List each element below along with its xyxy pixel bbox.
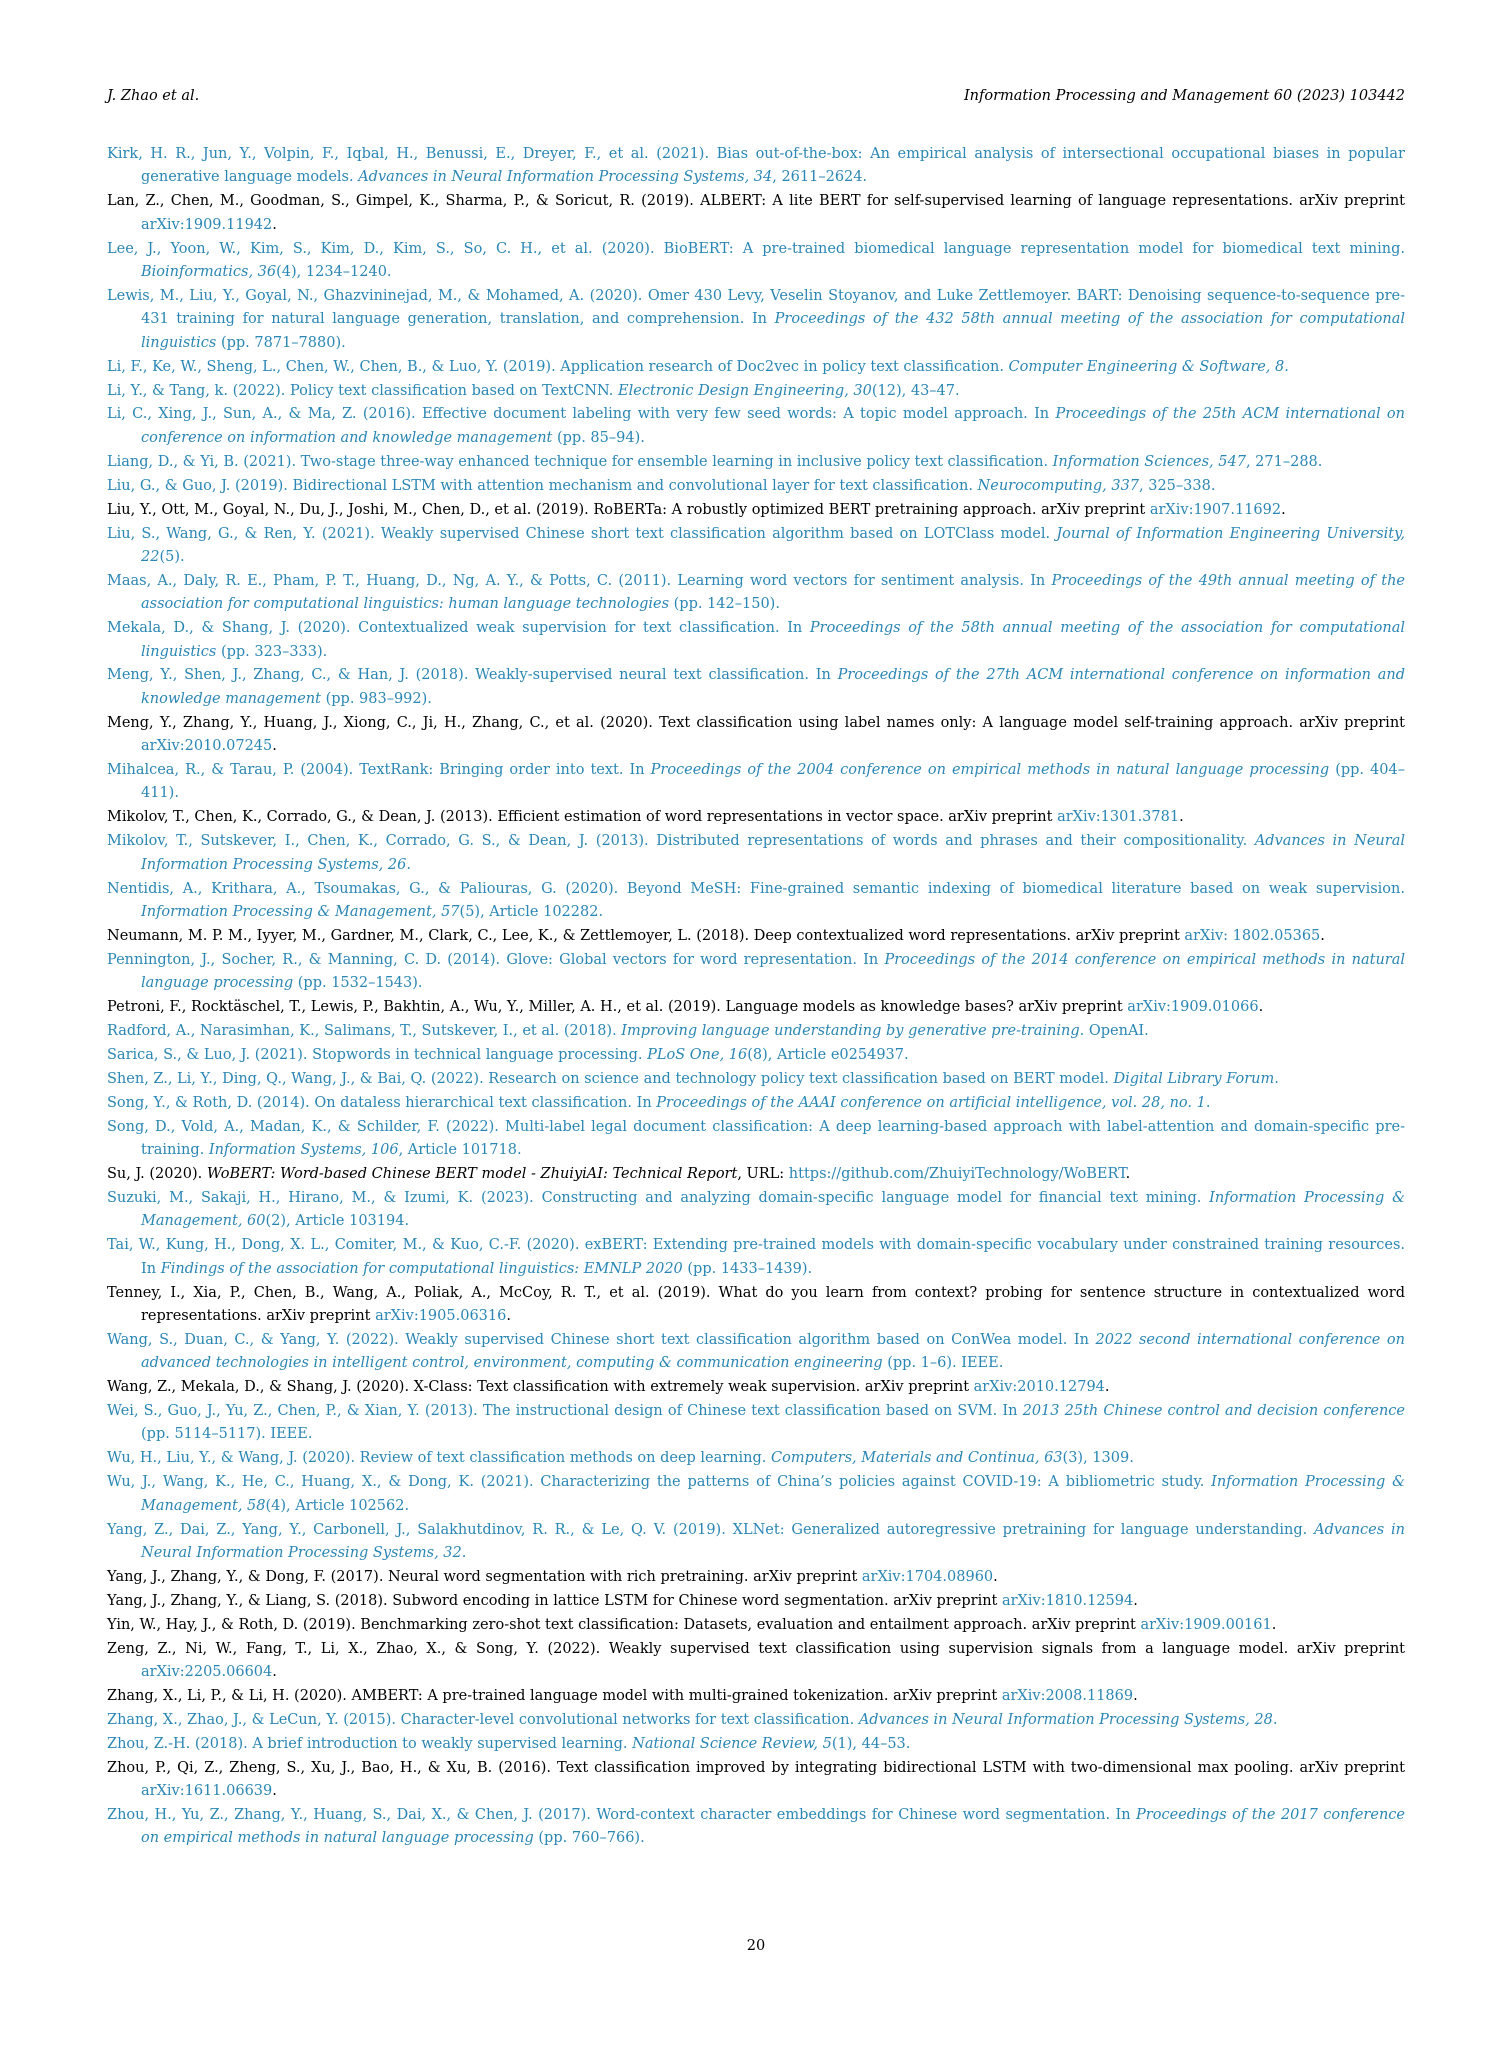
reference-text: Wang, S., Duan, C., & Yang, Y. (2022). Weakly supervised Chinese short text classification algorithm based on ConWea model. In — [107, 1331, 1096, 1348]
reference-link[interactable] — [107, 475, 1405, 498]
reference-url-link[interactable]: arXiv:1905.06316 — [375, 1307, 507, 1324]
reference-text: (4), Article 102562. — [265, 1497, 410, 1514]
reference-text: Liang, D., & Yi, B. (2021). Two-stage three-way enhanced technique for ensemble learning in inclusive policy text classification. — [107, 453, 1053, 470]
reference-link[interactable] — [107, 1804, 1405, 1851]
reference-source: Proceedings of the 432 58th annual meeting of the association for computational linguistics — [141, 311, 1405, 351]
reference-text: Lan, Z., Chen, M., Goodman, S., Gimpel, K., Sharma, P., & Soricut, R. (2019). ALBERT: A lite BERT for self-supervised learning of language representations. arXiv preprint — [107, 193, 1405, 210]
reference-text: (3), 1309. — [1062, 1450, 1134, 1467]
reference-link[interactable] — [107, 238, 1405, 285]
reference-item — [107, 499, 1405, 522]
reference-text: . OpenAI. — [1079, 1023, 1149, 1040]
reference-source: Advances in Neural Information Processing Systems, 32 — [141, 1521, 1405, 1561]
reference-text: . — [506, 1307, 511, 1324]
reference-source: Advances in Neural Information Processing Systems, 34 — [358, 169, 773, 186]
reference-text: Liu, Y., Ott, M., Goyal, N., Du, J., Joshi, M., Chen, D., et al. (2019). RoBERTa: A robustly optimized BERT pretraining approach. arXiv preprint — [107, 501, 1150, 518]
reference-link[interactable] — [107, 143, 1405, 190]
reference-source: Advances in Neural Information Processing Systems, 28 — [858, 1711, 1273, 1728]
header-journal: Information Processing and Management 60 (2023) 103442 — [963, 88, 1405, 104]
reference-link[interactable] — [107, 1020, 1405, 1043]
reference-text: . — [1205, 1094, 1211, 1111]
reference-text: Tenney, I., Xia, P., Chen, B., Wang, A., Poliak, A., McCoy, R. T., et al. (2019). What do you learn from context? probing for sentence structure in contextualized word representations. arXiv preprint — [107, 1284, 1405, 1324]
reference-url-link[interactable]: arXiv:1909.11942 — [141, 216, 273, 233]
reference-source: Neurocomputing, 337 — [977, 477, 1140, 494]
reference-source: National Science Review, 5 — [632, 1735, 832, 1752]
reference-url-link[interactable]: arXiv:1810.12594 — [1001, 1592, 1134, 1609]
reference-source: Information Processing & Management, 58 — [141, 1474, 1406, 1514]
reference-url-link[interactable]: arXiv:1909.00161 — [1140, 1616, 1272, 1633]
reference-text: . — [1284, 358, 1289, 375]
reference-text: (pp. 85–94). — [552, 429, 645, 446]
reference-url-link[interactable]: arXiv:1704.08960 — [861, 1568, 994, 1585]
reference-text: Zhou, P., Qi, Z., Zheng, S., Xu, J., Bao, H., & Xu, B. (2016). Text classification improved by integrating bidirectional LSTM with two-dimensional max pooling. arXiv preprint — [107, 1759, 1405, 1776]
reference-link[interactable] — [107, 1044, 1405, 1067]
reference-link[interactable] — [107, 1092, 1405, 1115]
reference-url-link[interactable]: arXiv: 1802.05365 — [1184, 927, 1321, 944]
reference-text: Yin, W., Hay, J., & Roth, D. (2019). Benchmarking zero-shot text classification: Datasets, evaluation and entailment approach. arXiv preprint — [107, 1616, 1141, 1633]
reference-text: , 325–338. — [1139, 477, 1216, 494]
reference-source: Electronic Design Engineering, 30 — [618, 382, 872, 399]
reference-text: (pp. 1–6). IEEE. — [882, 1355, 1004, 1372]
reference-text: (pp. 142–150). — [669, 596, 780, 613]
reference-text: Nentidis, A., Krithara, A., Tsoumakas, G., & Paliouras, G. (2020). Beyond MeSH: Fine-grained semantic indexing of biomedical literature based on weak supervision. — [107, 880, 1405, 897]
reference-text: (12), 43–47. — [871, 382, 960, 399]
reference-text: . — [461, 1544, 467, 1561]
reference-url-link[interactable]: https://github.com/ZhuiyiTechnology/WoBERT — [788, 1165, 1126, 1182]
reference-text: (5), Article 102282. — [459, 904, 604, 920]
reference-text: . — [1274, 1070, 1279, 1087]
reference-text: Shen, Z., Li, Y., Ding, Q., Wang, J., & Bai, Q. (2022). Research on science and technology policy text classification based on BERT model. — [107, 1070, 1114, 1087]
reference-url-link[interactable]: arXiv:2010.12794 — [973, 1379, 1105, 1396]
reference-text: Wei, S., Guo, J., Yu, Z., Chen, P., & Xian, Y. (2013). The instructional design of Chinese text classification based on SVM. In — [107, 1403, 1023, 1420]
reference-link[interactable] — [107, 1187, 1405, 1234]
reference-text: Tai, W., Kung, H., Dong, X. L., Comiter, M., & Kuo, C.-F. (2020). exBERT: Extending pre-trained models with domain-specific vocabulary under constrained training resources. In — [107, 1237, 1405, 1277]
reference-text: Petroni, F., Rocktäschel, T., Lewis, P., Bakhtin, A., Wu, Y., Miller, A. H., et al. (2019). Language models as knowledge bases? arXiv preprint — [107, 999, 1128, 1016]
reference-source: Information Systems, 106 — [208, 1142, 399, 1159]
reference-text: Song, Y., & Roth, D. (2014). On dataless hierarchical text classification. In — [107, 1094, 657, 1111]
reference-item — [107, 1282, 1405, 1329]
reference-text: (pp. 404–411). — [141, 762, 1405, 802]
reference-link[interactable] — [107, 1329, 1405, 1376]
reference-item — [107, 1376, 1405, 1399]
reference-item — [107, 1757, 1405, 1804]
reference-link[interactable] — [107, 949, 1405, 996]
reference-url-link[interactable]: arXiv:2008.11869 — [1001, 1687, 1134, 1704]
reference-text: Mekala, D., & Shang, J. (2020). Contextualized weak supervision for text classification. In — [107, 620, 810, 637]
reference-text: Mikolov, T., Chen, K., Corrado, G., & Dean, J. (2013). Efficient estimation of word representations in vector space. arXiv preprint — [107, 809, 1058, 826]
reference-item — [107, 806, 1405, 829]
reference-text: (pp. 5114–5117). IEEE. — [141, 1426, 313, 1443]
reference-source: Information Processing & Management, 60 — [141, 1189, 1405, 1230]
reference-link[interactable] — [107, 523, 1405, 570]
reference-item — [107, 1685, 1405, 1708]
reference-source: Proceedings of the 58th annual meeting of the association for computational linguistics — [141, 620, 1405, 660]
reference-text: Su, J. (2020). — [107, 1165, 207, 1182]
reference-text: (pp. 1532–1543). — [293, 975, 423, 992]
reference-text: . — [993, 1568, 998, 1585]
reference-source: Computers, Materials and Continua, 63 — [771, 1450, 1063, 1467]
reference-link[interactable] — [107, 1733, 1405, 1756]
reference-text: Yang, J., Zhang, Y., & Dong, F. (2017). Neural word segmentation with rich pretraining. arXiv preprint — [107, 1568, 862, 1585]
reference-text: , Article 101718. — [398, 1142, 522, 1159]
reference-text: . — [1104, 1379, 1110, 1396]
reference-text: Song, D., Vold, A., Madan, K., & Schilder, F. (2022). Multi-label legal document classification: A deep learning-based approach with label-attention and domain-specific pre-training. — [107, 1118, 1405, 1159]
reference-text: . — [1125, 1165, 1131, 1182]
reference-text: , 271–288. — [1245, 453, 1323, 470]
reference-text: Mikolov, T., Sutskever, I., Chen, K., Corrado, G. S., & Dean, J. (2013). Distributed representations of words and phrases and their compositionality. — [107, 833, 1255, 850]
reference-text: Mihalcea, R., & Tarau, P. (2004). TextRank: Bringing order into text. In — [107, 762, 651, 779]
reference-text: Zeng, Z., Ni, W., Fang, T., Li, X., Zhao, X., & Song, Y. (2022). Weakly supervised text classification using supervision signals from a language model. arXiv preprint — [107, 1640, 1405, 1657]
reference-link[interactable] — [107, 1471, 1405, 1518]
reference-source: Bioinformatics, 36 — [141, 264, 277, 281]
reference-source: Proceedings of the 2014 conference on empirical methods in natural language processing — [141, 951, 1405, 992]
reference-text: Liu, G., & Guo, J. (2019). Bidirectional LSTM with attention mechanism and convolutional layer for text classification. — [107, 477, 978, 494]
reference-source: PLoS One, 16 — [647, 1046, 748, 1063]
reference-url-link[interactable]: arXiv:1909.01066 — [1127, 999, 1259, 1016]
reference-url-link[interactable]: arXiv:1301.3781 — [1057, 809, 1180, 826]
reference-text: (1), 44–53. — [831, 1735, 911, 1752]
reference-source: Proceedings of the 2017 conference on empirical methods in natural language processing — [141, 1806, 1405, 1847]
page-number: 20 — [746, 1938, 766, 1954]
reference-text: (8), Article e0254937. — [747, 1046, 909, 1063]
reference-link[interactable] — [107, 1447, 1405, 1470]
reference-text: Zhou, H., Yu, Z., Zhang, Y., Huang, S., Dai, X., & Chen, J. (2017). Word-context character embeddings for Chinese word segmentation. In — [107, 1806, 1137, 1823]
reference-link[interactable] — [107, 759, 1405, 806]
reference-text: . — [1320, 927, 1325, 944]
reference-text: Radford, A., Narasimhan, K., Salimans, T., Sutskever, I., et al. (2018). — [107, 1023, 622, 1040]
reference-text: Lewis, M., Liu, Y., Goyal, N., Ghazvininejad, M., & Mohamed, A. (2020). Omer 430 Levy, Veselin Stoyanov, and Luke Zettlemoyer. BART: Denoising sequence-to-sequence pre-431 training for natural language generation, translation, and comprehension. In — [107, 287, 1405, 328]
reference-url-link[interactable]: arXiv:2010.07245 — [141, 738, 273, 755]
reference-text: . — [272, 1783, 277, 1800]
reference-source: 2022 second international conference on advanced technologies in intelligent control, environment, computing & communication engineering — [141, 1331, 1405, 1372]
header-authors: J. Zhao et al. — [107, 88, 200, 104]
reference-text: Wu, H., Liu, Y., & Wang, J. (2020). Review of text classification methods on deep learning. — [107, 1450, 772, 1467]
reference-source: Proceedings of the AAAI conference on artificial intelligence, vol. 28, no. 1 — [656, 1094, 1206, 1111]
reference-link[interactable] — [107, 451, 1405, 474]
reference-item — [107, 1614, 1405, 1637]
reference-link[interactable] — [107, 285, 1405, 355]
reference-text: Meng, Y., Shen, J., Zhang, C., & Han, J. (2018). Weakly-supervised neural text classification. In — [107, 667, 838, 684]
reference-text: , URL: — [737, 1165, 789, 1182]
reference-link[interactable] — [107, 830, 1405, 877]
reference-source: Proceedings of the 27th ACM international conference on information and knowledge management — [141, 667, 1405, 707]
reference-text: (pp. 983–992). — [320, 690, 432, 707]
reference-item — [107, 1590, 1405, 1613]
reference-text: . — [272, 1664, 277, 1680]
reference-text: Li, C., Xing, J., Sun, A., & Ma, Z. (2016). Effective document labeling with very few seed words: A topic model approach. In — [107, 406, 1056, 423]
reference-text: Li, Y., & Tang, k. (2022). Policy text classification based on TextCNN. — [107, 382, 619, 399]
reference-text: (pp. 1433–1439). — [682, 1260, 813, 1277]
reference-item — [107, 996, 1405, 1019]
reference-text: . — [272, 216, 277, 233]
reference-link[interactable] — [107, 356, 1405, 379]
reference-item — [107, 1638, 1405, 1685]
reference-source: Proceedings of the 2004 conference on empirical methods in natural language processing — [650, 762, 1330, 779]
reference-item — [107, 1163, 1405, 1186]
reference-text: . — [272, 738, 277, 755]
running-header — [107, 88, 1405, 112]
reference-text: Lee, J., Yoon, W., Kim, S., Kim, D., Kim, S., So, C. H., et al. (2020). BioBERT: A pre-trained biomedical language representation model for biomedical text mining. — [107, 240, 1405, 257]
reference-url-link[interactable]: arXiv:1907.11692 — [1149, 501, 1282, 518]
reference-source: Digital Library Forum — [1113, 1070, 1275, 1087]
reference-source: Findings of the association for computational linguistics: EMNLP 2020 — [160, 1260, 683, 1277]
reference-url-link[interactable]: arXiv:1611.06639 — [141, 1783, 273, 1800]
reference-link[interactable] — [107, 403, 1405, 450]
reference-item — [107, 190, 1405, 237]
reference-text: Zhou, Z.-H. (2018). A brief introduction to weakly supervised learning. — [107, 1735, 633, 1752]
reference-list — [107, 143, 1405, 1851]
reference-item — [107, 925, 1405, 948]
reference-link[interactable] — [107, 1519, 1405, 1566]
reference-text: Pennington, J., Socher, R., & Manning, C. D. (2014). Glove: Global vectors for word representation. In — [107, 951, 885, 968]
reference-source: Proceedings of the 49th annual meeting of the association for computational linguistics: human language technologies — [141, 572, 1405, 613]
reference-text: Zhang, X., Li, P., & Li, H. (2020). AMBERT: A pre-trained language model with multi-grained tokenization. arXiv preprint — [107, 1687, 1002, 1704]
reference-text: . — [1258, 999, 1264, 1016]
reference-text: Yang, J., Zhang, Y., & Liang, S. (2018). Subword encoding in lattice LSTM for Chinese word segmentation. arXiv preprint — [107, 1592, 1002, 1609]
reference-link[interactable] — [107, 570, 1405, 617]
reference-text: . — [406, 856, 411, 873]
reference-link[interactable] — [107, 380, 1405, 403]
reference-text: , 2611–2624. — [772, 169, 868, 186]
reference-text: Kirk, H. R., Jun, Y., Volpin, F., Iqbal, H., Benussi, E., Dreyer, F., et al. (2021). Bias out-of-the-box: An empirical analysis of intersectional occupational biases in popular generative language models. — [107, 146, 1405, 186]
reference-link[interactable] — [107, 617, 1405, 664]
reference-link[interactable] — [107, 1068, 1405, 1091]
reference-text: . — [1271, 1616, 1277, 1633]
reference-text: (5). — [159, 548, 185, 565]
reference-link[interactable] — [107, 664, 1405, 711]
reference-source: Proceedings of the 25th ACM international on conference on information and knowledge management — [141, 406, 1406, 446]
reference-source: Computer Engineering & Software, 8 — [1008, 358, 1285, 375]
reference-link[interactable] — [107, 1400, 1405, 1447]
reference-text: . — [1133, 1592, 1138, 1609]
reference-url-link[interactable]: arXiv:2205.06604 — [141, 1664, 273, 1680]
reference-text: (pp. 760–766). — [533, 1830, 645, 1847]
reference-source: Information Processing & Management, 57 — [141, 904, 460, 920]
reference-text: Suzuki, M., Sakaji, H., Hirano, M., & Izumi, K. (2023). Constructing and analyzing domain-specific language model for financial text mining. — [107, 1189, 1210, 1206]
reference-text: Wu, J., Wang, K., He, C., Huang, X., & Dong, K. (2021). Characterizing the patterns of China’s policies against COVID-19: A bibliometric study. — [107, 1474, 1212, 1491]
reference-source: Information Sciences, 547 — [1052, 453, 1246, 470]
reference-source: 2013 25th Chinese control and decision conference — [1022, 1403, 1405, 1420]
reference-text: Neumann, M. P. M., Iyyer, M., Gardner, M., Clark, C., Lee, K., & Zettlemoyer, L. (2018). Deep contextualized word representations. arXiv preprint — [107, 927, 1185, 944]
reference-text: Liu, S., Wang, G., & Ren, Y. (2021). Weakly supervised Chinese short text classification algorithm based on LOTClass model. — [107, 525, 1057, 542]
reference-text: Sarica, S., & Luo, J. (2021). Stopwords in technical language processing. — [107, 1046, 648, 1063]
reference-link[interactable] — [107, 1234, 1405, 1281]
reference-text: . — [1179, 809, 1184, 826]
reference-text: Yang, Z., Dai, Z., Yang, Y., Carbonell, J., Salakhutdinov, R. R., & Le, Q. V. (2019). XLNet: Generalized autoregressive pretraining for language understanding. — [107, 1521, 1315, 1538]
reference-link[interactable] — [107, 878, 1405, 925]
reference-item — [107, 1566, 1405, 1589]
reference-source: Advances in Neural Information Processing Systems, 26 — [141, 833, 1405, 873]
reference-text: Wang, Z., Mekala, D., & Shang, J. (2020). X-Class: Text classification with extremely weak supervision. arXiv preprint — [107, 1379, 974, 1396]
reference-source: WoBERT: Word-based Chinese BERT model - ZhuiyiAI: Technical Report — [206, 1165, 738, 1182]
reference-text: Meng, Y., Zhang, Y., Huang, J., Xiong, C., Ji, H., Zhang, C., et al. (2020). Text classification using label names only: A language model self-training approach. arXiv preprint — [107, 714, 1405, 731]
reference-text: (pp. 323–333). — [216, 643, 328, 660]
reference-item — [107, 712, 1405, 759]
reference-text: . — [1281, 501, 1286, 518]
reference-text: (4), 1234–1240. — [276, 264, 392, 281]
reference-text: Maas, A., Daly, R. E., Pham, P. T., Huang, D., Ng, A. Y., & Potts, C. (2011). Learning word vectors for sentiment analysis. In — [107, 572, 1052, 589]
reference-text: Zhang, X., Zhao, J., & LeCun, Y. (2015). Character-level convolutional networks for text classification. — [107, 1711, 859, 1728]
reference-source: Journal of Information Engineering University, 22 — [141, 525, 1405, 565]
reference-link[interactable] — [107, 1116, 1405, 1163]
reference-source: Improving language understanding by generative pre-training — [621, 1023, 1080, 1040]
reference-text: (pp. 7871–7880). — [216, 334, 346, 351]
reference-text: . — [1272, 1711, 1278, 1728]
reference-link[interactable] — [107, 1709, 1405, 1732]
reference-text: Li, F., Ke, W., Sheng, L., Chen, W., Chen, B., & Luo, Y. (2019). Application research of Doc2vec in policy text classification. — [107, 358, 1009, 375]
reference-text: . — [1133, 1687, 1138, 1704]
reference-text: (2), Article 103194. — [265, 1213, 410, 1230]
